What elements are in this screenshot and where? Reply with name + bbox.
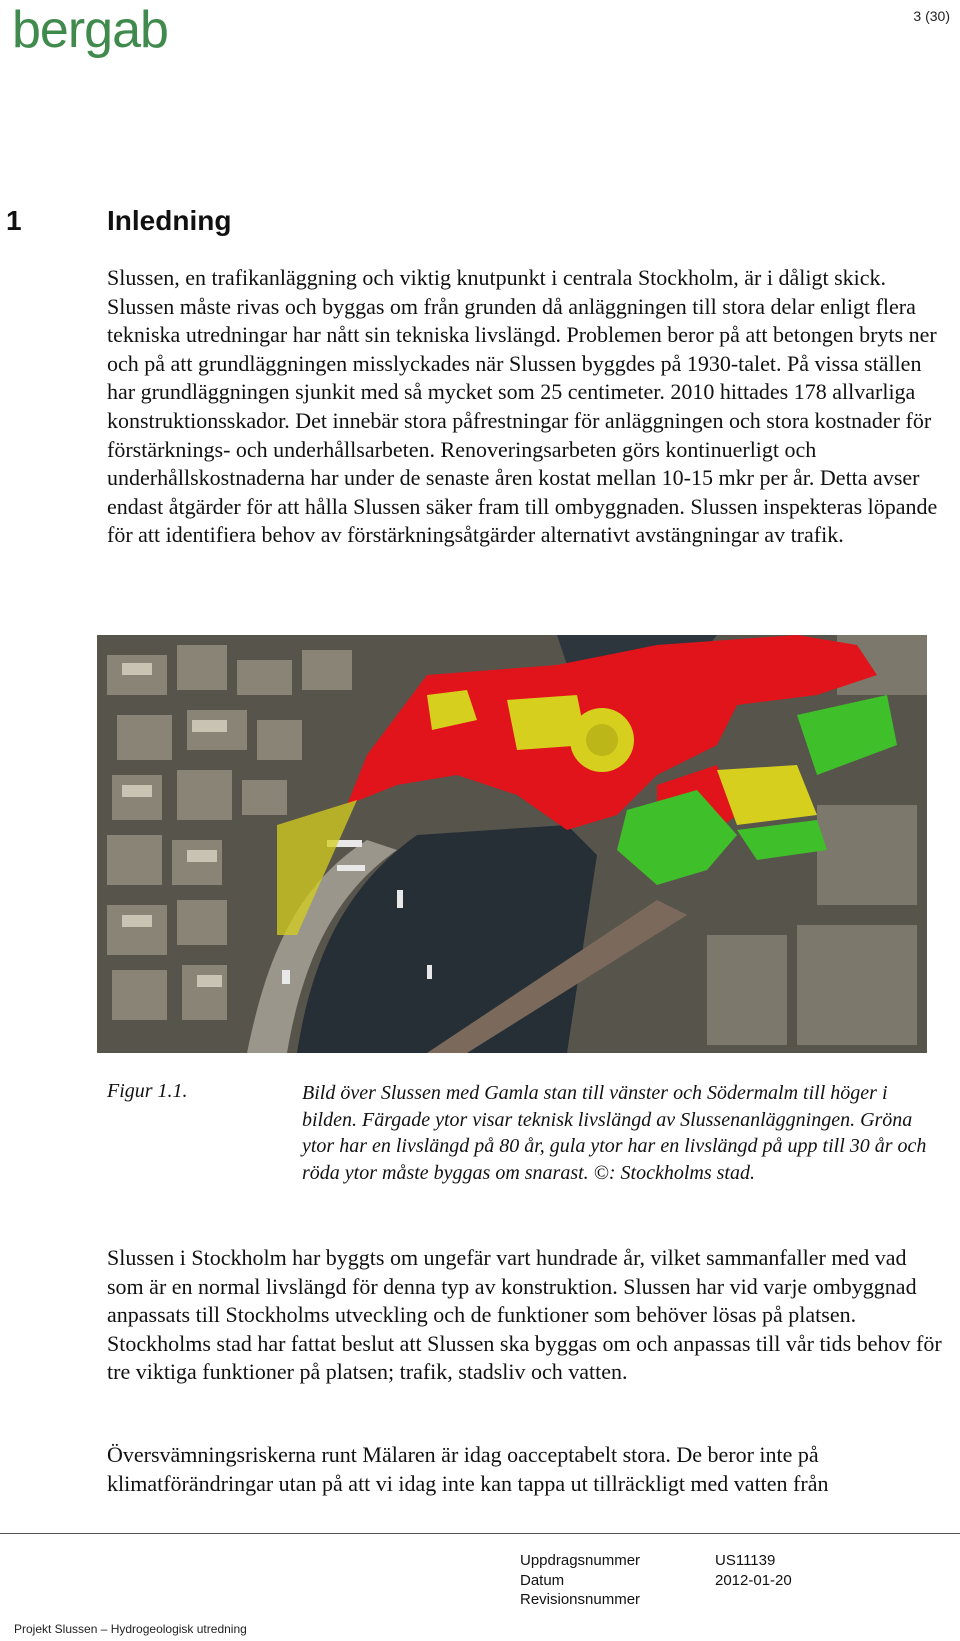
- footer-project-name: Projekt Slussen – Hydrogeologisk utredning: [14, 1622, 247, 1636]
- meta-key: Datum: [520, 1571, 565, 1589]
- figure-caption: Bild över Slussen med Gamla stan till vänster och Södermalm till höger i bilden. Färgade ytor visar teknisk livslängd av Slussenanläggningen. Gröna ytor har en livslängd på 80 år, gula ytor har en livslängd på upp till 30 år och röda ytor måste byggas om snarast. ©: Stockholms stad.: [302, 1082, 927, 1184]
- aerial-photo-slussen: [97, 635, 927, 1053]
- body-paragraph-3: Översvämningsriskerna runt Mälaren är idag oacceptabelt stora. De beror inte på klimatförändringar utan på att vi idag inte kan tappa ut tillräckligt med vatten från: [107, 1442, 829, 1496]
- meta-row-assignment: [520, 1551, 940, 1571]
- page-indicator: 3 (30): [913, 8, 950, 24]
- document-metadata: [520, 1551, 940, 1610]
- meta-key: Revisionsnummer: [520, 1591, 641, 1608]
- meta-value: 2012-01-20: [715, 1571, 792, 1589]
- body-paragraph-1: Slussen, en trafikanläggning och viktig knutpunkt i centrala Stockholm, är i dåligt skick. Slussen måste rivas och byggas om från grunden då anläggningen till stora delar enligt flera tekniska utredningar har nått sin tekniska livslängd. Problemen beror på att betongen bryts ner och på att grundläggningen misslyckades när Slussen byggdes på 1930-talet. På vissa ställen har grundläggningen sjunkit med så mycket som 25 centimeter. 2010 hittades 178 allvarliga konstruktionsskador. Det innebär stora påfrestningar för anläggningen och stora kostnader för förstärknings- och underhållsarbeten. Renoveringsarbeten görs kontinuerligt och underhållskostnaderna har under de senaste åren kostat mellan 10-15 mkr per år. Detta avser endast åtgärder för att hålla Slussen säker fram till ombyggnaden. Slussen inspekteras löpande för att identifiera behov av förstärkningsåtgärder alternativt avstängningar av trafik.: [107, 265, 938, 548]
- section-title: Inledning: [107, 205, 232, 236]
- section-number: 1: [6, 205, 22, 236]
- meta-value: US11139: [715, 1552, 776, 1569]
- section-heading: [0, 205, 960, 241]
- meta-key: Uppdragsnummer: [520, 1552, 641, 1569]
- figure-label: Figur 1.1.: [107, 1080, 188, 1102]
- body-paragraph-2: Slussen i Stockholm har byggts om ungefär vart hundrade år, vilket sammanfaller med vad som är en normal livslängd för denna typ av konstruktion. Slussen har vid varje ombyggnad anpassats till Stockholms utveckling och de funktioner som behöver lösas på platsen. Stockholms stad har fattat beslut att Slussen ska byggas om och anpassas till vår tids behov för tre viktiga funktioner på platsen; trafik, stadsliv och vatten.: [107, 1245, 942, 1385]
- meta-row-revision: [520, 1590, 940, 1610]
- company-logo: bergab: [12, 1, 168, 59]
- meta-row-date: [520, 1571, 940, 1591]
- footer-divider: [0, 1533, 960, 1534]
